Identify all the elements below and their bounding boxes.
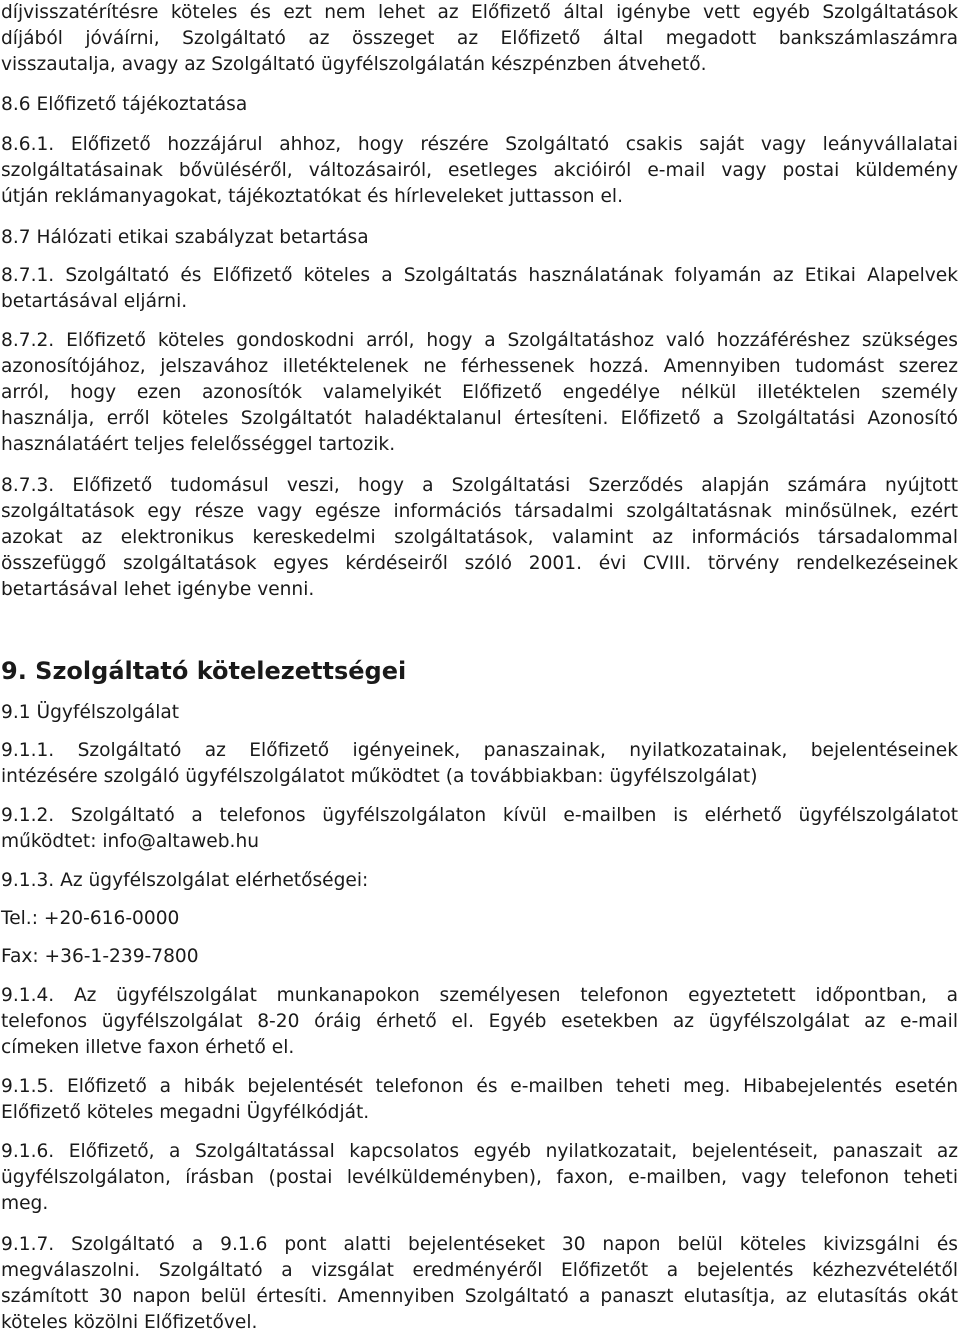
text-line: intézésére szolgáló ügyfélszolgálatot működtet (a továbbiakban: ügyfélszolgálat): [1, 766, 758, 787]
section-heading-8-7: 8.7 Hálózati etikai szabályzat betartása: [1, 227, 369, 248]
text-line: díjvisszatérítésre köteles és ezt nem lehet az Előfizető által igénybe vett egyéb Szolgáltatások: [1, 2, 958, 23]
text-line: használja, erről köteles Szolgáltatót haladéktalanul értesíteni. Előfizető a Szolgáltatási Azonosító: [1, 408, 958, 429]
paragraph-9-1-2: [1, 803, 958, 855]
paragraph-9-1-4: [1, 983, 958, 1061]
text-line: 9.1.4. Az ügyfélszolgálat munkanapokon személyesen telefonon egyeztetett időpontban, a: [1, 985, 958, 1006]
paragraph-9-1-5: [1, 1074, 958, 1126]
paragraph-8-7-2: [1, 328, 958, 458]
chapter-heading-9: 9. Szolgáltató kötelezettségei: [1, 657, 407, 685]
text-line: 9.1.6. Előfizető, a Szolgáltatással kapcsolatos egyéb nyilatkozatait, bejelentéseit, panaszait az: [1, 1141, 958, 1162]
text-line: útján reklámanyagokat, tájékoztatókat és hírleveleket juttasson el.: [1, 186, 623, 207]
paragraph-8-7-1: [1, 263, 958, 315]
text-line: Előfizető köteles megadni Ügyfélkódját.: [1, 1102, 370, 1123]
text-line: összefüggő szolgáltatások egyes kérdéseiről szóló 2001. évi CVIII. törvény rendelkezéseinek: [1, 553, 958, 574]
section-heading-9-1: 9.1 Ügyfélszolgálat: [1, 702, 180, 723]
text-line: megválaszolni. Szolgáltató a vizsgálat eredményéről Előfizetőt a bejelentés kézhezvételétől: [1, 1260, 958, 1281]
text-line: 9.1.7. Szolgáltató a 9.1.6 pont alatti bejelentéseket 30 napon belül köteles kivizsgálni és: [1, 1234, 958, 1255]
text-line: számított 30 napon belül értesíti. Amennyiben Szolgáltató a panaszt elutasítja, az elutasítás okát: [1, 1286, 958, 1307]
text-line: szolgáltatások egy része vagy egésze információs társadalmi szolgáltatásnak minősülnek, ezért: [1, 501, 958, 522]
text-line: 8.7.3. Előfizető tudomásul veszi, hogy a Szolgáltatási Szerződés alapján számára nyújtott: [1, 475, 958, 496]
text-line: azokat az elektronikus kereskedelmi szolgáltatások, valamint az információs társadalommal: [1, 527, 958, 548]
text-line: meg.: [1, 1193, 49, 1214]
text-line: visszautalja, avagy az Szolgáltató ügyfélszolgálatán készpénzben átvehető.: [1, 54, 707, 75]
text-line: köteles közölni Előfizetővel.: [1, 1312, 258, 1333]
text-line: ügyfélszolgálaton, írásban (postai levélküldeményben), faxon, e-mailben, vagy telefonon teheti: [1, 1167, 958, 1188]
text-line: 9.1.5. Előfizető a hibák bejelentését telefonon és e-mailben teheti meg. Hibabejelentés esetén: [1, 1076, 958, 1097]
text-line: 8.6.1. Előfizető hozzájárul ahhoz, hogy részére Szolgáltató csakis saját vagy leányvállalatai: [1, 134, 958, 155]
paragraph-intro: [1, 0, 958, 78]
contact-fax: Fax: +36-1-239-7800: [1, 946, 199, 967]
paragraph-8-6-1: [1, 132, 958, 210]
text-line: címeken illetve faxon érhető el.: [1, 1037, 295, 1058]
paragraph-9-1-6: [1, 1139, 958, 1217]
section-heading-8-6: 8.6 Előfizető tájékoztatása: [1, 94, 248, 115]
text-line: díjából jóváírni, Szolgáltató az összeget az Előfizető által megadott bankszámlaszámra: [1, 28, 958, 49]
paragraph-9-1-1: [1, 738, 958, 790]
text-line: használatáért teljes felelősséggel tartozik.: [1, 434, 396, 455]
text-line: azonosítójához, jelszavához illetéktelenek ne férhessenek hozzá. Amennyiben tudomást szerez: [1, 356, 958, 377]
paragraph-8-7-3: [1, 473, 958, 603]
text-line: betartásával eljárni.: [1, 291, 188, 312]
text-line: arról, hogy ezen azonosítók valamelyikét Előfizető engedélye nélkül illetéktelen személy: [1, 382, 958, 403]
contact-telephone: Tel.: +20-616-0000: [1, 908, 180, 929]
text-line: 8.7.2. Előfizető köteles gondoskodni arról, hogy a Szolgáltatáshoz való hozzáféréshez szükséges: [1, 330, 958, 351]
text-line: szolgáltatásainak bővüléséről, változásairól, esetleges akcióiról e-mail vagy postai küldemény: [1, 160, 958, 181]
text-line: telefonos ügyfélszolgálat 8-20 óráig érhető el. Egyéb esetekben az ügyfélszolgálat az e-mail: [1, 1011, 958, 1032]
text-line: 8.7.1. Szolgáltató és Előfizető köteles a Szolgáltatás használatának folyamán az Etikai Alapelvek: [1, 265, 958, 286]
text-line: 9.1.2. Szolgáltató a telefonos ügyfélszolgálaton kívül e-mailben is elérhető ügyfélszolgálatot: [1, 805, 958, 826]
paragraph-9-1-3: 9.1.3. Az ügyfélszolgálat elérhetőségei:: [1, 870, 369, 891]
paragraph-9-1-7: [1, 1232, 958, 1336]
text-line: működtet: info@altaweb.hu: [1, 831, 260, 852]
text-line: 9.1.1. Szolgáltató az Előfizető igényeinek, panaszainak, nyilatkozatainak, bejelentéseinek: [1, 740, 958, 761]
text-line: betartásával lehet igénybe venni.: [1, 579, 315, 600]
